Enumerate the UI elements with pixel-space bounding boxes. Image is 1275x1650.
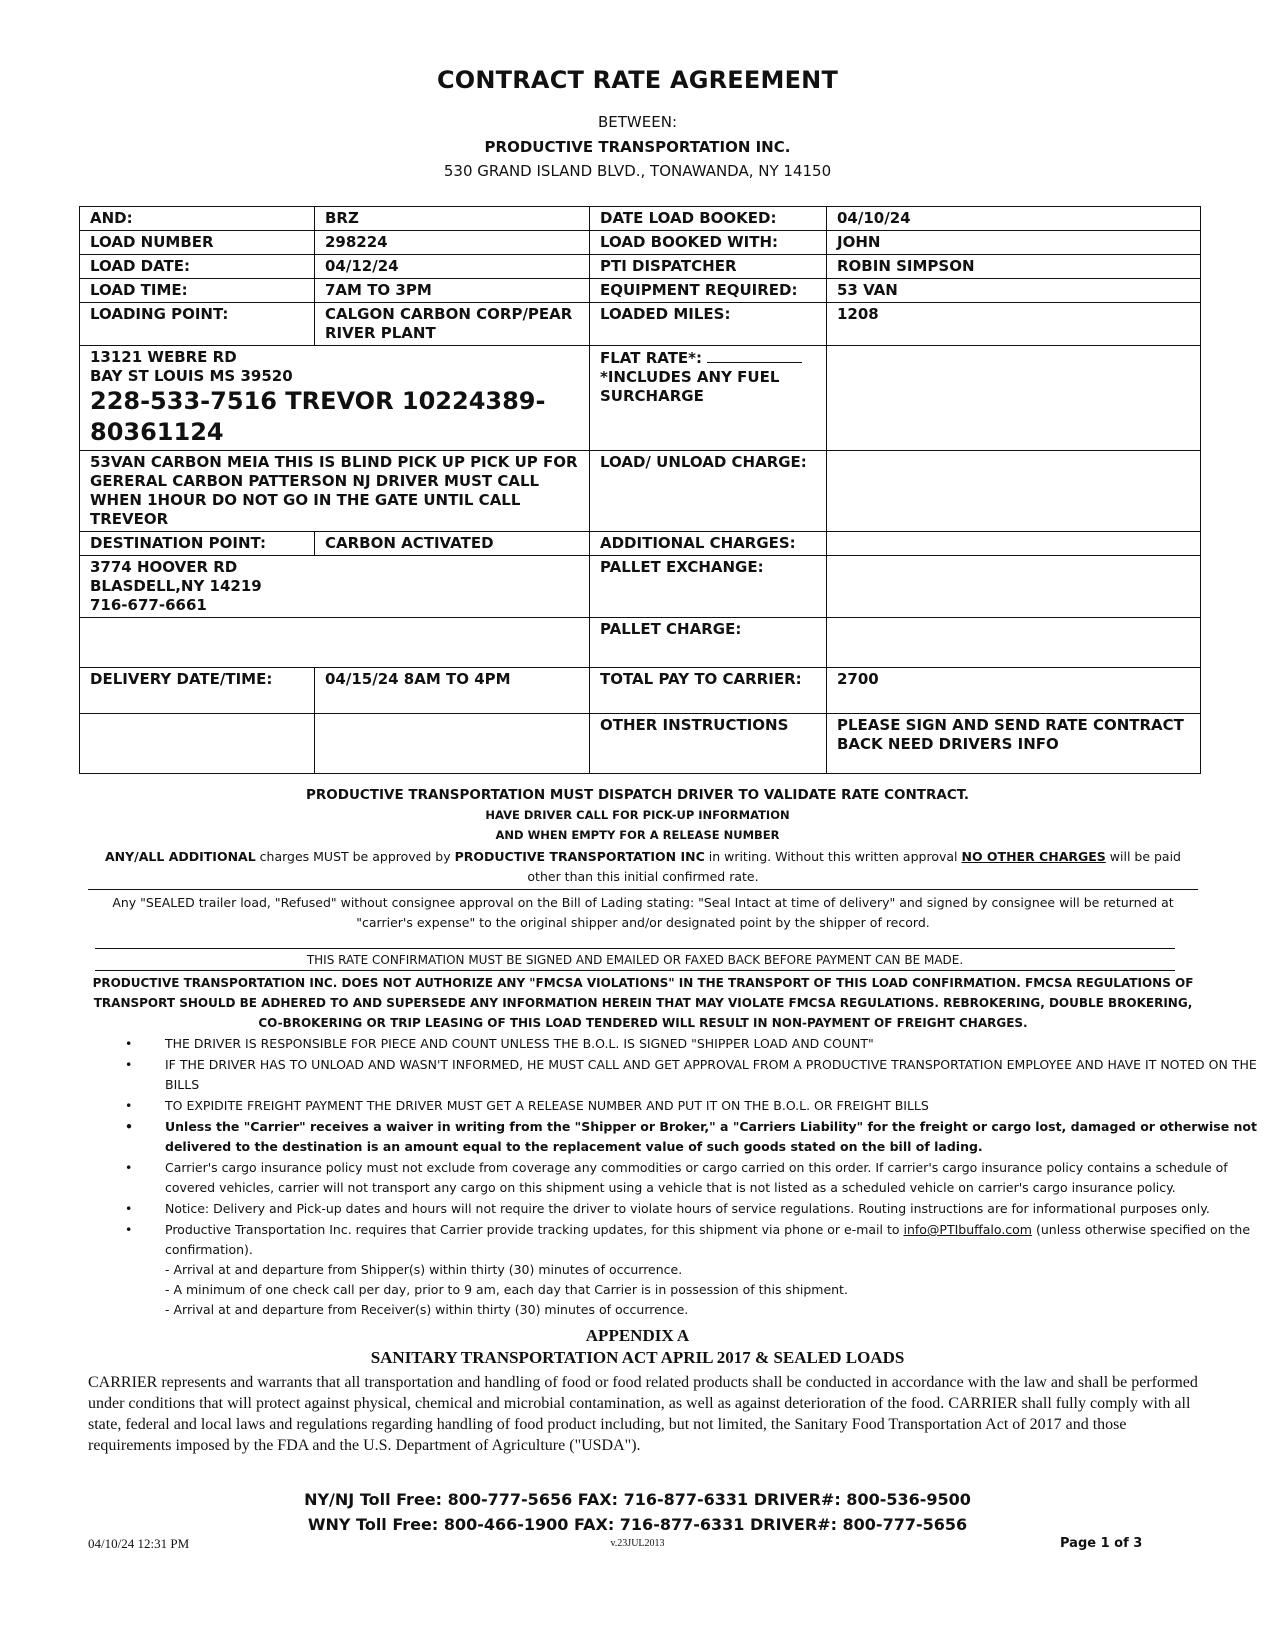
table-row	[80, 207, 1201, 231]
table-row	[80, 556, 1201, 618]
additional-charges-label: ADDITIONAL CHARGES:	[590, 532, 827, 556]
additional-charges-text-2: charges MUST be approved by	[255, 849, 455, 864]
pallet-exchange-label: PALLET EXCHANGE:	[590, 556, 827, 618]
pickup-address-line-1: 13121 WEBRE RD	[90, 348, 237, 366]
destination-address-line-1: 3774 HOOVER RD	[90, 558, 238, 576]
loaded-miles-label: LOADED MILES:	[590, 303, 827, 346]
empty-notice: AND WHEN EMPTY FOR A RELEASE NUMBER	[495, 828, 780, 842]
between-label: BETWEEN:	[598, 113, 677, 131]
terms-list	[95, 1034, 1265, 1321]
pickup-address-line-2: BAY ST LOUIS MS 39520	[90, 367, 293, 385]
pickup-contact: 228-533-7516 TREVOR 10224389-80361124	[90, 387, 546, 446]
booked-with-label: LOAD BOOKED WITH:	[590, 231, 827, 255]
footer-version: v.23JUL2013	[610, 1538, 665, 1549]
pickup-notes: 53VAN CARBON MEIA THIS IS BLIND PICK UP PICK UP FOR GERERAL CARBON PATTERSON NJ DRIVER MUST CALL WHEN 1HOUR DO NOT GO IN THE GATE UNTIL CALL TREVEOR	[80, 451, 590, 532]
appendix-body: CARRIER represents and warrants that all transportation and handling of food or food related products shall be conducted in accordance with the law and shall be performed under conditions that will protect against physical, chemical and microbial contamination, as well as against deterioration of the food. CARRIER shall fully comply with all state, federal and local laws and regulations regarding handling of food product including, but not limited, the Sanitary Food Transportation Act of 2017 and those requirements imposed by the FDA and the U.S. Department of Agriculture ("USDA").	[88, 1374, 1198, 1454]
destination-label: DESTINATION POINT:	[80, 532, 315, 556]
call-notice: HAVE DRIVER CALL FOR PICK-UP INFORMATION	[485, 808, 790, 822]
pallet-charge-label: PALLET CHARGE:	[590, 618, 827, 668]
table-row	[80, 714, 1201, 774]
load-unload-label: LOAD/ UNLOAD CHARGE:	[590, 451, 827, 532]
additional-charges-text-1: ANY/ALL ADDITIONAL	[104, 849, 256, 864]
table-row	[80, 532, 1201, 556]
tracking-sub-item: - Arrival at and departure from Receiver(s) within thirty (30) minutes of occurrence.	[165, 1302, 689, 1317]
dispatcher-value: ROBIN SIMPSON	[827, 255, 1201, 279]
destination-value: CARBON ACTIVATED	[315, 532, 590, 556]
and-value: BRZ	[315, 207, 590, 231]
page-number: Page 1 of 3	[1060, 1536, 1143, 1551]
load-time-label: LOAD TIME:	[80, 279, 315, 303]
load-number-value: 298224	[315, 231, 590, 255]
blank-cell	[80, 618, 590, 668]
table-row	[80, 346, 1201, 451]
table-row	[80, 279, 1201, 303]
company-name: PRODUCTIVE TRANSPORTATION INC.	[484, 138, 791, 156]
list-item: • Notice: Delivery and Pick-up dates and hours will not require the driver to violate hours of service regulations. Routing instructions are for informational purposes only.	[165, 1199, 1265, 1219]
document-title: CONTRACT RATE AGREEMENT	[436, 66, 839, 94]
footer-timestamp: 04/10/24 12:31 PM	[88, 1536, 190, 1551]
blank-cell	[80, 714, 315, 774]
other-instructions-value: PLEASE SIGN AND SEND RATE CONTRACT BACK NEED DRIVERS INFO	[827, 714, 1201, 774]
tracking-text-1: Productive Transportation Inc. requires that Carrier provide tracking updates, for this shipment via phone or e-mail to	[165, 1222, 904, 1237]
destination-phone: 716-677-6661	[90, 596, 207, 614]
flat-rate-label: FLAT RATE*:	[600, 349, 703, 367]
total-pay-label: TOTAL PAY TO CARRIER:	[590, 668, 827, 714]
flat-rate-note: *INCLUDES ANY FUEL SURCHARGE	[600, 368, 780, 405]
date-booked-label: DATE LOAD BOOKED:	[590, 207, 827, 231]
additional-charges-text-6: will be paid other than this initial confirmed rate.	[527, 849, 1181, 884]
load-unload-value	[827, 451, 1201, 532]
list-item: • Carrier's cargo insurance policy must not exclude from coverage any commodities or cargo carried on this order. If carrier's cargo insurance policy contains a schedule of covered vehicles, carrier will not transport any cargo on this shipment using a vehicle that is not listed as a scheduled vehicle on carrier's cargo insurance policy.	[165, 1158, 1265, 1198]
destination-address-cell	[80, 556, 590, 618]
and-label: AND:	[80, 207, 315, 231]
tracking-sub-item: - Arrival at and departure from Shipper(s) within thirty (30) minutes of occurrence.	[165, 1262, 683, 1277]
list-item: • IF THE DRIVER HAS TO UNLOAD AND WASN'T INFORMED, HE MUST CALL AND GET APPROVAL FROM A PRODUCTIVE TRANSPORTATION EMPLOYEE AND HAVE IT NOTED ON THE BILLS	[165, 1055, 1265, 1095]
delivery-label: DELIVERY DATE/TIME:	[80, 668, 315, 714]
pallet-charge-value	[827, 618, 1201, 668]
loaded-miles-value: 1208	[827, 303, 1201, 346]
tracking-text-2: (unless otherwise specified on the confirmation).	[165, 1222, 1251, 1257]
list-item: • TO EXPIDITE FREIGHT PAYMENT THE DRIVER MUST GET A RELEASE NUMBER AND PUT IT ON THE B.O.L. OR FREIGHT BILLS	[165, 1096, 1265, 1116]
additional-charges-value	[827, 532, 1201, 556]
divider	[88, 889, 1198, 890]
appendix-title: APPENDIX A	[585, 1326, 690, 1345]
dispatch-notice: PRODUCTIVE TRANSPORTATION MUST DISPATCH DRIVER TO VALIDATE RATE CONTRACT.	[305, 787, 970, 803]
additional-charges-text-4: in writing. Without this written approval	[704, 849, 962, 864]
equipment-label: EQUIPMENT REQUIRED:	[590, 279, 827, 303]
tracking-sub-item: - A minimum of one check call per day, prior to 9 am, each day that Carrier is in possession of this shipment.	[165, 1282, 848, 1297]
other-instructions-label: OTHER INSTRUCTIONS	[590, 714, 827, 774]
company-address: 530 GRAND ISLAND BLVD., TONAWANDA, NY 14150	[443, 162, 832, 180]
table-row	[80, 618, 1201, 668]
destination-address-line-2: BLASDELL,NY 14219	[90, 577, 262, 595]
table-row	[80, 303, 1201, 346]
signature-notice: THIS RATE CONFIRMATION MUST BE SIGNED AND EMAILED OR FAXED BACK BEFORE PAYMENT CAN BE MADE.	[306, 953, 964, 967]
booked-with-value: JOHN	[827, 231, 1201, 255]
tracking-email-link[interactable]: info@PTIbuffalo.com	[903, 1222, 1032, 1237]
appendix-subtitle: SANITARY TRANSPORTATION ACT APRIL 2017 & SEALED LOADS	[370, 1348, 905, 1367]
list-item: • THE DRIVER IS RESPONSIBLE FOR PIECE AND COUNT UNLESS THE B.O.L. IS SIGNED "SHIPPER LOAD AND COUNT"	[165, 1034, 1265, 1054]
total-pay-value: 2700	[827, 668, 1201, 714]
table-row	[80, 668, 1201, 714]
flat-rate-cell	[590, 346, 827, 451]
dispatcher-label: PTI DISPATCHER	[590, 255, 827, 279]
table-row	[80, 231, 1201, 255]
contact-line-1: NY/NJ Toll Free: 800-777-5656 FAX: 716-877-6331 DRIVER#: 800-536-9500	[304, 1490, 971, 1509]
fmcsa-notice: PRODUCTIVE TRANSPORTATION INC. DOES NOT AUTHORIZE ANY "FMCSA VIOLATIONS" IN THE TRANSPORT OF THIS LOAD CONFIRMATION. FMCSA REGULATIONS OF TRANSPORT SHOULD BE ADHERED TO AND SUPERSEDE ANY INFORMATION HEREIN THAT MAY VIOLATE FMCSA REGULATIONS. REBROKERING, DOUBLE BROKERING, CO-BROKERING OR TRIP LEASING OF THIS LOAD TENDERED WILL RESULT IN NON-PAYMENT OF FREIGHT CHARGES.	[92, 976, 1194, 1030]
sealed-load-notice: Any "SEALED trailer load, "Refused" without consignee approval on the Bill of Lading stating: "Seal Intact at time of delivery" and signed by consignee will be returned at "carrier's expense" to the original shipper and/or designated point by the shipper of record.	[112, 895, 1174, 930]
equipment-value: 53 VAN	[827, 279, 1201, 303]
list-item	[165, 1220, 1265, 1320]
pallet-exchange-value	[827, 556, 1201, 618]
list-item: • Unless the "Carrier" receives a waiver in writing from the "Shipper or Broker," a "Carriers Liability" for the freight or cargo lost, damaged or otherwise not delivered to the destination is an amount equal to the replacement value of such goods stated on the bill of lading.	[165, 1117, 1265, 1157]
pickup-address-cell	[80, 346, 590, 451]
flat-rate-value	[827, 346, 1201, 451]
additional-charges-notice	[88, 847, 1198, 887]
table-row	[80, 255, 1201, 279]
flat-rate-blank	[707, 348, 802, 363]
rate-table	[79, 206, 1201, 774]
additional-charges-text-3: PRODUCTIVE TRANSPORTATION INC	[454, 849, 705, 864]
load-date-value: 04/12/24	[315, 255, 590, 279]
load-number-label: LOAD NUMBER	[80, 231, 315, 255]
load-time-value: 7AM TO 3PM	[315, 279, 590, 303]
divider	[95, 970, 1175, 971]
load-date-label: LOAD DATE:	[80, 255, 315, 279]
delivery-value: 04/15/24 8AM TO 4PM	[315, 668, 590, 714]
date-booked-value: 04/10/24	[827, 207, 1201, 231]
divider	[95, 948, 1175, 949]
additional-charges-text-5: NO OTHER CHARGES	[961, 849, 1106, 864]
loading-point-label: LOADING POINT:	[80, 303, 315, 346]
table-row	[80, 451, 1201, 532]
contact-line-2: WNY Toll Free: 800-466-1900 FAX: 716-877-6331 DRIVER#: 800-777-5656	[307, 1515, 968, 1534]
blank-cell	[315, 714, 590, 774]
loading-point-value: CALGON CARBON CORP/PEAR RIVER PLANT	[315, 303, 590, 346]
